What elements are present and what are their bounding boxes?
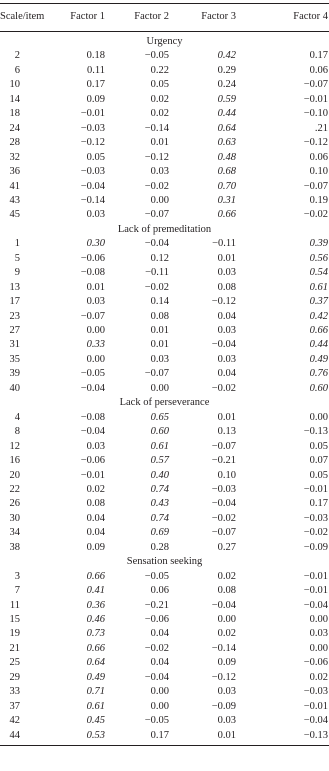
factor-4-loading: 0.07 bbox=[309, 455, 328, 467]
factor-1-loading: −0.05 bbox=[80, 368, 105, 380]
table-row bbox=[0, 353, 329, 367]
factor-1-loading: 0.03 bbox=[86, 209, 105, 221]
table-row bbox=[0, 685, 329, 699]
factor-2-loading: 0.12 bbox=[150, 252, 169, 264]
item-number: 30 bbox=[9, 512, 20, 524]
table-row bbox=[0, 512, 329, 526]
item-number: 27 bbox=[9, 325, 20, 336]
factor-1-loading: −0.03 bbox=[80, 166, 105, 178]
factor-4-loading: 0.06 bbox=[309, 151, 328, 163]
table-row bbox=[0, 64, 329, 78]
factor-4-loading: −0.13 bbox=[303, 426, 328, 438]
factor-3-loading: 0.48 bbox=[217, 151, 236, 163]
factor-1-loading: 0.03 bbox=[86, 296, 105, 308]
table-row bbox=[0, 570, 329, 584]
factor-4-loading: 0.00 bbox=[309, 614, 328, 625]
table-row bbox=[0, 440, 329, 454]
factor-3-loading: 0.08 bbox=[217, 585, 236, 597]
factor-4-loading: 0.76 bbox=[309, 368, 328, 380]
table-row bbox=[0, 497, 329, 511]
factor-1-loading: 0.00 bbox=[86, 353, 105, 365]
item-number: 8 bbox=[14, 426, 20, 438]
item-number: 18 bbox=[9, 108, 20, 120]
factor-2-loading: 0.02 bbox=[150, 93, 169, 105]
header-row bbox=[0, 4, 329, 30]
item-number: 5 bbox=[14, 252, 20, 264]
factor-4-loading: −0.01 bbox=[303, 483, 328, 495]
item-number: 36 bbox=[9, 166, 20, 178]
factor-3-loading: −0.07 bbox=[211, 527, 236, 539]
item-number: 13 bbox=[9, 281, 20, 293]
factor-4-loading: −0.01 bbox=[303, 585, 328, 597]
factor-2-loading: 0.69 bbox=[150, 527, 169, 539]
factor-1-loading: 0.00 bbox=[86, 325, 105, 336]
factor-1-loading: −0.04 bbox=[80, 382, 105, 394]
factor-3-loading: −0.04 bbox=[211, 498, 236, 510]
factor-4-loading: 0.05 bbox=[309, 440, 328, 452]
factor-4-loading: −0.01 bbox=[303, 93, 328, 105]
factor-1-loading: 0.49 bbox=[86, 671, 105, 683]
table-row bbox=[0, 671, 329, 685]
factor-3-loading: 0.08 bbox=[217, 281, 236, 293]
factor-4-loading: 0.17 bbox=[309, 498, 328, 510]
section-heading bbox=[0, 555, 329, 569]
factor-2-loading: −0.05 bbox=[144, 570, 169, 582]
factor-4-loading: −0.03 bbox=[303, 686, 328, 698]
table-row bbox=[0, 584, 329, 598]
factor-2-loading: 0.04 bbox=[150, 657, 169, 669]
section-heading bbox=[0, 396, 329, 410]
factor-2-loading: 0.40 bbox=[150, 469, 169, 481]
factor-2-loading: 0.00 bbox=[150, 194, 169, 206]
item-number: 12 bbox=[9, 440, 20, 452]
item-number: 31 bbox=[9, 339, 20, 351]
factor-2-loading: −0.04 bbox=[144, 671, 169, 683]
factor-4-loading: −0.04 bbox=[303, 599, 328, 611]
factor-2-loading: 0.43 bbox=[150, 498, 169, 510]
factor-4-loading: −0.02 bbox=[303, 209, 328, 221]
factor-3-loading: 0.70 bbox=[217, 180, 236, 192]
factor-3-loading: 0.04 bbox=[217, 310, 236, 322]
item-number: 39 bbox=[9, 368, 20, 380]
factor-2-loading: 0.00 bbox=[150, 382, 169, 394]
factor-1-loading: −0.08 bbox=[80, 411, 105, 423]
table-row bbox=[0, 136, 329, 150]
item-number: 4 bbox=[14, 411, 20, 423]
factor-4-loading: 0.17 bbox=[309, 50, 328, 62]
factor-2-loading: 0.08 bbox=[150, 310, 169, 322]
header-factor-2: Factor 2 bbox=[134, 11, 169, 22]
factor-2-loading: 0.04 bbox=[150, 628, 169, 640]
table-row bbox=[0, 49, 329, 63]
factor-2-loading: −0.04 bbox=[144, 238, 169, 250]
factor-1-loading: 0.66 bbox=[86, 642, 105, 654]
factor-4-loading: 0.02 bbox=[309, 671, 328, 683]
table-row bbox=[0, 310, 329, 324]
table-row bbox=[0, 194, 329, 208]
factor-1-loading: 0.45 bbox=[86, 715, 105, 727]
factor-2-loading: 0.61 bbox=[150, 440, 169, 452]
table-row bbox=[0, 295, 329, 309]
factor-2-loading: 0.01 bbox=[150, 339, 169, 351]
factor-3-loading: 0.10 bbox=[217, 469, 236, 481]
factor-3-loading: 0.01 bbox=[217, 729, 236, 741]
table-row bbox=[0, 729, 329, 743]
factor-4-loading: .21 bbox=[314, 122, 328, 134]
factor-3-loading: −0.07 bbox=[211, 440, 236, 452]
item-number: 10 bbox=[9, 79, 20, 91]
factor-3-loading: 0.01 bbox=[217, 252, 236, 264]
item-number: 7 bbox=[14, 585, 20, 597]
factor-2-loading: −0.21 bbox=[144, 599, 169, 611]
factor-4-loading: 0.05 bbox=[309, 469, 328, 481]
table-row bbox=[0, 599, 329, 613]
factor-3-loading: 0.03 bbox=[217, 715, 236, 727]
factor-1-loading: 0.05 bbox=[86, 151, 105, 163]
factor-1-loading: −0.04 bbox=[80, 426, 105, 438]
table-row bbox=[0, 180, 329, 194]
factor-1-loading: 0.09 bbox=[86, 541, 105, 553]
factor-3-loading: −0.11 bbox=[212, 238, 236, 250]
table-row bbox=[0, 107, 329, 121]
table-row bbox=[0, 338, 329, 352]
item-number: 17 bbox=[9, 296, 20, 308]
factor-4-loading: −0.03 bbox=[303, 512, 328, 524]
section-heading bbox=[0, 35, 329, 49]
table-row bbox=[0, 627, 329, 641]
table-row bbox=[0, 613, 329, 627]
factor-4-loading: 0.00 bbox=[309, 642, 328, 654]
item-number: 24 bbox=[9, 122, 20, 134]
table-row bbox=[0, 714, 329, 728]
factor-1-loading: 0.17 bbox=[86, 79, 105, 91]
item-number: 43 bbox=[9, 194, 20, 206]
factor-3-loading: 0.02 bbox=[217, 570, 236, 582]
item-number: 29 bbox=[9, 671, 20, 683]
table-row bbox=[0, 411, 329, 425]
factor-2-loading: −0.06 bbox=[144, 614, 169, 625]
factor-2-loading: −0.12 bbox=[144, 151, 169, 163]
factor-3-loading: 0.24 bbox=[217, 79, 236, 91]
item-number: 37 bbox=[9, 700, 20, 712]
factor-4-loading: −0.02 bbox=[303, 527, 328, 539]
section-title: Sensation seeking bbox=[126, 556, 203, 568]
table-row bbox=[0, 454, 329, 468]
factor-1-loading: −0.03 bbox=[80, 122, 105, 134]
factor-4-loading: −0.01 bbox=[303, 570, 328, 582]
table-row bbox=[0, 483, 329, 497]
factor-1-loading: 0.08 bbox=[86, 498, 105, 510]
factor-1-loading: 0.11 bbox=[87, 64, 105, 76]
factor-2-loading: −0.11 bbox=[145, 267, 169, 279]
factor-3-loading: 0.01 bbox=[217, 411, 236, 423]
item-number: 32 bbox=[9, 151, 20, 163]
item-number: 20 bbox=[9, 469, 20, 481]
table-row bbox=[0, 252, 329, 266]
table-row bbox=[0, 78, 329, 92]
factor-4-loading: 0.61 bbox=[309, 281, 328, 293]
factor-3-loading: −0.04 bbox=[211, 339, 236, 351]
factor-4-loading: 0.19 bbox=[309, 194, 328, 206]
factor-2-loading: 0.02 bbox=[150, 108, 169, 120]
factor-1-loading: 0.66 bbox=[86, 570, 105, 582]
factor-4-loading: 0.66 bbox=[309, 325, 328, 336]
factor-4-loading: −0.06 bbox=[303, 657, 328, 669]
factor-4-loading: −0.07 bbox=[303, 180, 328, 192]
table-row bbox=[0, 266, 329, 280]
factor-4-loading: 0.56 bbox=[309, 252, 328, 264]
factor-3-loading: 0.02 bbox=[217, 628, 236, 640]
factor-1-loading: 0.09 bbox=[86, 93, 105, 105]
factor-4-loading: 0.39 bbox=[309, 238, 328, 250]
factor-4-loading: 0.06 bbox=[309, 64, 328, 76]
factor-3-loading: 0.04 bbox=[217, 368, 236, 380]
factor-2-loading: 0.74 bbox=[150, 483, 169, 495]
factor-2-loading: 0.17 bbox=[150, 729, 169, 741]
factor-2-loading: 0.06 bbox=[150, 585, 169, 597]
factor-3-loading: 0.31 bbox=[217, 194, 236, 206]
factor-1-loading: −0.01 bbox=[80, 108, 105, 120]
factor-3-loading: 0.68 bbox=[217, 166, 236, 178]
factor-1-loading: 0.30 bbox=[86, 238, 105, 250]
factor-1-loading: 0.04 bbox=[86, 527, 105, 539]
factor-3-loading: 0.03 bbox=[217, 325, 236, 336]
factor-1-loading: 0.04 bbox=[86, 512, 105, 524]
factor-2-loading: −0.02 bbox=[144, 642, 169, 654]
factor-3-loading: 0.03 bbox=[217, 686, 236, 698]
factor-3-loading: −0.09 bbox=[211, 700, 236, 712]
item-number: 21 bbox=[9, 642, 20, 654]
factor-3-loading: −0.03 bbox=[211, 483, 236, 495]
factor-1-loading: −0.01 bbox=[80, 469, 105, 481]
factor-2-loading: 0.00 bbox=[150, 686, 169, 698]
factor-4-loading: 0.44 bbox=[309, 339, 328, 351]
table-row bbox=[0, 165, 329, 179]
factor-3-loading: 0.03 bbox=[217, 267, 236, 279]
table-row bbox=[0, 122, 329, 136]
table-row bbox=[0, 541, 329, 555]
factor-2-loading: −0.07 bbox=[144, 209, 169, 221]
factor-1-loading: −0.04 bbox=[80, 180, 105, 192]
factor-3-loading: −0.04 bbox=[211, 599, 236, 611]
item-number: 19 bbox=[9, 628, 20, 640]
table-row bbox=[0, 367, 329, 381]
factor-2-loading: 0.60 bbox=[150, 426, 169, 438]
factor-1-loading: 0.36 bbox=[86, 599, 105, 611]
factor-1-loading: 0.33 bbox=[86, 339, 105, 351]
item-number: 33 bbox=[9, 686, 20, 698]
item-number: 15 bbox=[9, 614, 20, 625]
factor-2-loading: 0.01 bbox=[150, 137, 169, 149]
factor-3-loading: 0.09 bbox=[217, 657, 236, 669]
factor-2-loading: 0.01 bbox=[150, 325, 169, 336]
factor-3-loading: 0.13 bbox=[217, 426, 236, 438]
factor-1-loading: 0.64 bbox=[86, 657, 105, 669]
factor-1-loading: 0.53 bbox=[86, 729, 105, 741]
factor-4-loading: −0.10 bbox=[303, 108, 328, 120]
factor-2-loading: 0.00 bbox=[150, 700, 169, 712]
item-number: 2 bbox=[14, 50, 20, 62]
factor-4-loading: 0.42 bbox=[309, 310, 328, 322]
factor-4-loading: −0.04 bbox=[303, 715, 328, 727]
factor-4-loading: 0.49 bbox=[309, 353, 328, 365]
factor-3-loading: 0.29 bbox=[217, 64, 236, 76]
factor-4-loading: −0.12 bbox=[303, 137, 328, 149]
item-number: 28 bbox=[9, 137, 20, 149]
section-heading bbox=[0, 223, 329, 237]
factor-4-loading: −0.07 bbox=[303, 79, 328, 91]
factor-3-loading: 0.64 bbox=[217, 122, 236, 134]
item-number: 38 bbox=[9, 541, 20, 553]
table-row bbox=[0, 208, 329, 222]
factor-2-loading: 0.14 bbox=[150, 296, 169, 308]
factor-2-loading: 0.74 bbox=[150, 512, 169, 524]
factor-2-loading: 0.03 bbox=[150, 166, 169, 178]
header-factor-3: Factor 3 bbox=[201, 11, 236, 22]
factor-2-loading: −0.14 bbox=[144, 122, 169, 134]
factor-2-loading: −0.05 bbox=[144, 50, 169, 62]
item-number: 3 bbox=[14, 570, 20, 582]
factor-1-loading: 0.18 bbox=[86, 50, 105, 62]
factor-4-loading: 0.00 bbox=[309, 411, 328, 423]
factor-4-loading: 0.60 bbox=[309, 382, 328, 394]
section-title: Lack of perseverance bbox=[119, 397, 210, 409]
table-row bbox=[0, 469, 329, 483]
factor-1-loading: 0.02 bbox=[86, 483, 105, 495]
item-number: 9 bbox=[14, 267, 20, 279]
item-number: 1 bbox=[14, 238, 20, 250]
header-scale-item: Scale/item bbox=[0, 11, 45, 22]
factor-1-loading: 0.01 bbox=[86, 281, 105, 293]
factor-4-loading: 0.03 bbox=[309, 628, 328, 640]
factor-3-loading: −0.21 bbox=[211, 455, 236, 467]
header-factor-4: Factor 4 bbox=[293, 11, 328, 22]
factor-4-loading: −0.13 bbox=[303, 729, 328, 741]
item-number: 35 bbox=[9, 353, 20, 365]
factor-2-loading: −0.02 bbox=[144, 180, 169, 192]
factor-2-loading: −0.07 bbox=[144, 368, 169, 380]
factor-2-loading: −0.02 bbox=[144, 281, 169, 293]
item-number: 25 bbox=[9, 657, 20, 669]
factor-1-loading: 0.46 bbox=[86, 614, 105, 625]
factor-3-loading: 0.59 bbox=[217, 93, 236, 105]
factor-1-loading: 0.41 bbox=[86, 585, 105, 597]
bottom-rule bbox=[0, 745, 329, 746]
item-number: 6 bbox=[14, 64, 20, 76]
item-number: 34 bbox=[9, 527, 20, 539]
factor-3-loading: −0.02 bbox=[211, 382, 236, 394]
item-number: 22 bbox=[9, 483, 20, 495]
factor-2-loading: 0.57 bbox=[150, 455, 169, 467]
table-row bbox=[0, 526, 329, 540]
factor-2-loading: 0.03 bbox=[150, 353, 169, 365]
factor-2-loading: 0.28 bbox=[150, 541, 169, 553]
table-row bbox=[0, 324, 329, 338]
factor-1-loading: 0.71 bbox=[86, 686, 105, 698]
factor-3-loading: 0.66 bbox=[217, 209, 236, 221]
factor-4-loading: 0.10 bbox=[309, 166, 328, 178]
factor-2-loading: 0.05 bbox=[150, 79, 169, 91]
factor-3-loading: −0.14 bbox=[211, 642, 236, 654]
factor-4-loading: −0.09 bbox=[303, 541, 328, 553]
item-number: 42 bbox=[9, 715, 20, 727]
factor-4-loading: 0.54 bbox=[309, 267, 328, 279]
factor-1-loading: −0.06 bbox=[80, 252, 105, 264]
factor-1-loading: −0.14 bbox=[80, 194, 105, 206]
factor-1-loading: −0.07 bbox=[80, 310, 105, 322]
item-number: 26 bbox=[9, 498, 20, 510]
factor-1-loading: −0.08 bbox=[80, 267, 105, 279]
table-row bbox=[0, 382, 329, 396]
table-row bbox=[0, 93, 329, 107]
factor-3-loading: −0.02 bbox=[211, 512, 236, 524]
factor-3-loading: 0.03 bbox=[217, 353, 236, 365]
factor-1-loading: 0.73 bbox=[86, 628, 105, 640]
item-number: 16 bbox=[9, 455, 20, 467]
table-row bbox=[0, 642, 329, 656]
factor-1-loading: −0.06 bbox=[80, 455, 105, 467]
factor-2-loading: 0.22 bbox=[150, 64, 169, 76]
table-row bbox=[0, 656, 329, 670]
factor-3-loading: −0.12 bbox=[211, 296, 236, 308]
factor-3-loading: 0.27 bbox=[217, 541, 236, 553]
factor-1-loading: 0.61 bbox=[86, 700, 105, 712]
item-number: 14 bbox=[9, 93, 20, 105]
table-row bbox=[0, 151, 329, 165]
table-row bbox=[0, 425, 329, 439]
table-row bbox=[0, 700, 329, 714]
factor-2-loading: −0.05 bbox=[144, 715, 169, 727]
factor-3-loading: −0.12 bbox=[211, 671, 236, 683]
factor-3-loading: 0.00 bbox=[217, 614, 236, 625]
table-row bbox=[0, 237, 329, 251]
item-number: 23 bbox=[9, 310, 20, 322]
item-number: 11 bbox=[9, 599, 20, 611]
factor-4-loading: −0.01 bbox=[303, 700, 328, 712]
header-rule bbox=[0, 31, 329, 32]
factor-1-loading: 0.03 bbox=[86, 440, 105, 452]
section-title: Urgency bbox=[146, 36, 183, 47]
section-title: Lack of premeditation bbox=[117, 223, 212, 235]
table-row bbox=[0, 281, 329, 295]
factor-3-loading: 0.44 bbox=[217, 108, 236, 120]
item-number: 40 bbox=[9, 382, 20, 394]
factor-3-loading: 0.63 bbox=[217, 137, 236, 149]
header-factor-1: Factor 1 bbox=[70, 11, 105, 22]
factor-4-loading: 0.37 bbox=[309, 296, 328, 308]
item-number: 45 bbox=[9, 209, 20, 221]
factor-2-loading: 0.65 bbox=[150, 411, 169, 423]
factor-3-loading: 0.42 bbox=[217, 50, 236, 62]
item-number: 44 bbox=[9, 729, 20, 741]
factor-1-loading: −0.12 bbox=[80, 137, 105, 149]
item-number: 41 bbox=[9, 180, 20, 192]
